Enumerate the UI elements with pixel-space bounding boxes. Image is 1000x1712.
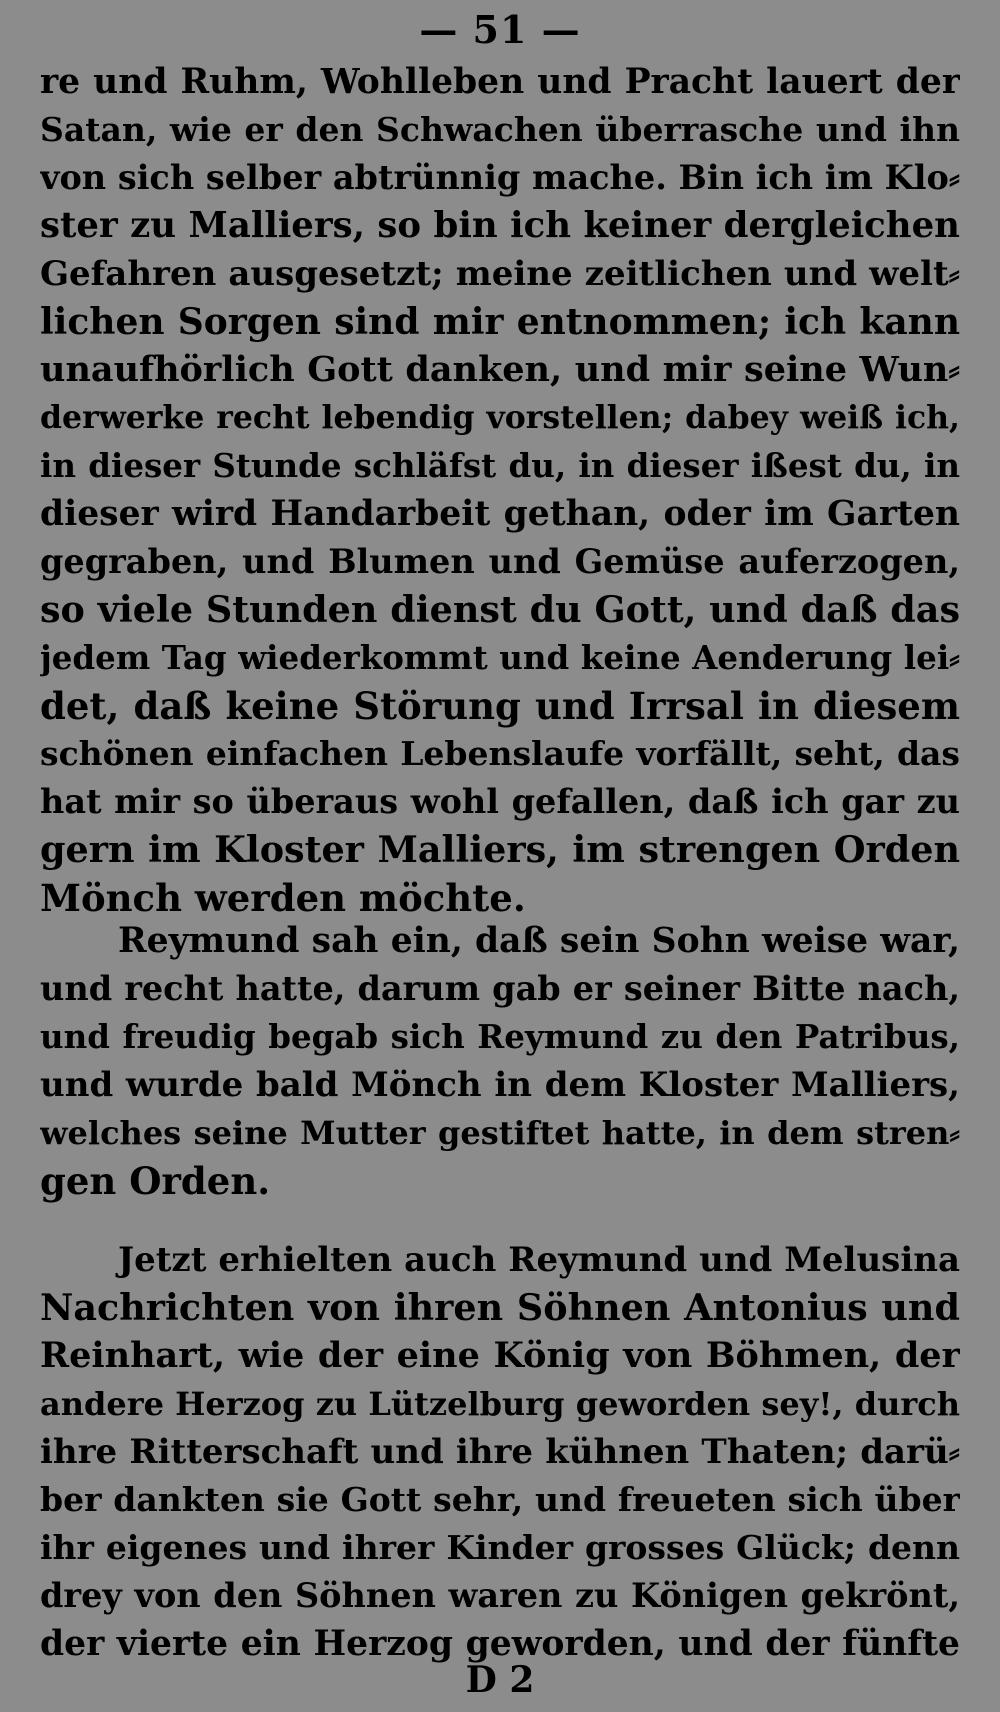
- text-line: ihre Ritterschaft und ihre kühnen Thaten; darü⸗: [40, 1432, 960, 1472]
- text-line: und wurde bald Mönch in dem Kloster Malliers,: [40, 1065, 960, 1105]
- text-line: Reinhart, wie der eine König von Böhmen, der: [40, 1335, 960, 1376]
- text-line: lichen Sorgen sind mir entnommen; ich kann: [40, 301, 960, 343]
- signature-mark: D 2: [465, 1659, 535, 1701]
- text-line: Jetzt erhielten auch Reymund und Melusina: [118, 1240, 960, 1280]
- paragraph-1: [40, 58, 960, 922]
- text-line: re und Ruhm, Wohlleben und Pracht lauert der: [40, 62, 960, 102]
- text-line: von sich selber abtrünnig mache. Bin ich im Klo⸗: [40, 158, 960, 197]
- text-line: unaufhörlich Gott danken, und mir seine Wun⸗: [40, 349, 960, 390]
- text-line: so viele Stunden dienst du Gott, und daß das: [40, 588, 960, 631]
- text-line: andere Herzog zu Lützelburg geworden sey!, durch: [40, 1385, 960, 1423]
- text-line: welches seine Mutter gestiftet hatte, in dem stren⸗: [40, 1114, 960, 1152]
- text-line: gen Orden.: [40, 1159, 271, 1203]
- text-line: und freudig begab sich Reymund zu den Patribus,: [40, 1017, 960, 1056]
- text-line: Mönch werden möchte.: [40, 876, 526, 920]
- text-line: drey von den Söhnen waren zu Königen gekrönt,: [40, 1576, 960, 1615]
- text-line: dieser wird Handarbeit gethan, oder im Garten: [40, 494, 960, 534]
- page-number-header: — 51 —: [419, 7, 581, 52]
- text-line: det, daß keine Störung und Irrsal in diesem: [40, 684, 960, 728]
- text-line: ster zu Malliers, so bin ich keiner dergleichen: [40, 205, 960, 246]
- text-line: schönen einfachen Lebenslaufe vorfällt, seht, das: [40, 734, 960, 773]
- text-line: derwerke recht lebendig vorstellen; dabey weiß ich,: [40, 399, 960, 436]
- text-line: hat mir so überaus wohl gefallen, daß ich gar zu: [40, 782, 960, 821]
- text-line: der vierte ein Herzog geworden, und der fünfte: [40, 1624, 960, 1664]
- text-line: gern im Kloster Malliers, im strengen Orden: [40, 828, 960, 871]
- text-line: Nachrichten von ihren Söhnen Antonius und: [40, 1286, 960, 1329]
- paragraph-3: [40, 1236, 960, 1668]
- text-line: Gefahren ausgesetzt; meine zeitlichen und welt⸗: [40, 254, 960, 294]
- paragraph-2: [40, 917, 960, 1205]
- text-line: gegraben, und Blumen und Gemüse auferzogen,: [40, 542, 960, 581]
- text-line: jedem Tag wiederkommt und keine Aenderung lei⸗: [40, 638, 960, 677]
- text-line: und recht hatte, darum gab er seiner Bitte nach,: [40, 969, 960, 1008]
- text-line: ber dankten sie Gott sehr, und freueten sich über: [40, 1480, 960, 1519]
- text-line: ihr eigenes und ihrer Kinder grosses Glück; denn: [40, 1528, 960, 1567]
- text-line: in dieser Stunde schläfst du, in dieser ißest du, in: [40, 446, 960, 485]
- text-line: Reymund sah ein, daß sein Sohn weise war,: [118, 921, 960, 961]
- text-line: Satan, wie er den Schwachen überrasche und ihn: [40, 110, 960, 149]
